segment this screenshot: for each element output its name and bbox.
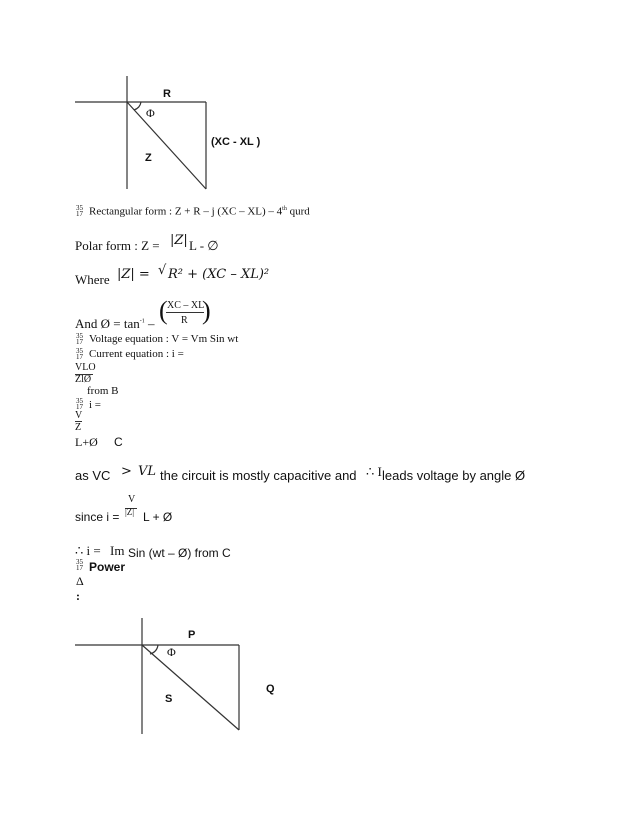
delta-symbol: Δ <box>76 574 84 588</box>
where-prefix: Where <box>75 272 110 287</box>
diagram2-s-label: S <box>165 693 173 705</box>
since-tail: L + Ø <box>143 510 173 524</box>
z-denominator: Z <box>75 422 82 433</box>
vl-term: VL <box>138 464 157 479</box>
since-prefix: since i = <box>75 510 120 524</box>
as-vc-tail: leads voltage by angle Ø <box>382 468 526 483</box>
colon-symbol: : <box>76 589 80 603</box>
bullet-icon: 35 17 <box>76 558 83 573</box>
c-label: C <box>114 435 123 449</box>
diagram1-phi-label: Φ <box>146 106 155 120</box>
as-vc-text: the circuit is mostly capacitive and <box>160 468 357 483</box>
voltage-equation: Voltage equation : V = Vm Sin wt <box>89 333 239 345</box>
bullet-icon: 35 17 <box>76 332 83 347</box>
from-b: from B <box>87 385 119 397</box>
bullet-icon: 35 17 <box>76 204 83 219</box>
polar-form-suffix: L - ∅ <box>189 238 219 253</box>
current-equation: Current equation : i = <box>89 348 184 360</box>
and-line-fraction-bar <box>166 312 204 313</box>
diagram1-hypotenuse <box>127 102 206 189</box>
diagram1-r-label: R <box>163 88 171 100</box>
bullet-icon: 35 17 <box>76 347 83 362</box>
therefore-i-prefix: ∴ i = <box>75 543 101 558</box>
v-numerator: V <box>75 410 83 421</box>
and-line-numerator: XC – XL <box>167 300 205 311</box>
left-paren: ( <box>159 296 168 325</box>
sqrt-sign: √ <box>158 263 167 278</box>
zlo-denominator: ZlØ <box>75 374 92 385</box>
power-heading: Power <box>89 560 126 574</box>
diagram1-z-label: Z <box>145 152 152 164</box>
and-line-denominator: R <box>181 315 188 326</box>
diagram1-angle-arc <box>134 102 141 110</box>
diagram2-p-label: P <box>188 629 196 641</box>
since-denominator: |Z| <box>125 507 135 517</box>
im-term: Im <box>110 543 125 558</box>
polar-form-prefix: Polar form : Z = <box>75 238 160 253</box>
diagram2-phi-label: Φ <box>167 645 176 659</box>
vlo-numerator: VLO <box>75 362 96 373</box>
therefore-i: ∴ I <box>366 464 382 479</box>
i-equals: i = <box>89 399 102 411</box>
diagram1-x-label: (XC - XL ) <box>211 136 261 148</box>
as-vc-prefix: as VC <box>75 468 111 483</box>
since-numerator: V <box>128 494 136 505</box>
diagram2-hypotenuse <box>142 645 239 730</box>
diagram2-q-label: Q <box>266 683 275 695</box>
polar-form-zmag: |Z| <box>170 233 188 248</box>
and-line-prefix: And Ø = $\tan^{-1}$ – <box>75 316 155 331</box>
bullet-icon: 35 17 <box>76 397 83 412</box>
therefore-tail: Sin (wt – Ø) from C <box>128 546 231 560</box>
rectangular-form-line: Rectangular form : Z + R – j (XC – XL) – 4th qurd <box>89 205 310 218</box>
right-paren: ) <box>202 296 211 325</box>
greater-than: > <box>121 464 132 479</box>
where-rhs: R² + (XC – XL)² <box>168 267 270 282</box>
l-plus-phi: L+Ø <box>75 435 98 449</box>
where-lhs: |Z| = <box>117 267 150 282</box>
